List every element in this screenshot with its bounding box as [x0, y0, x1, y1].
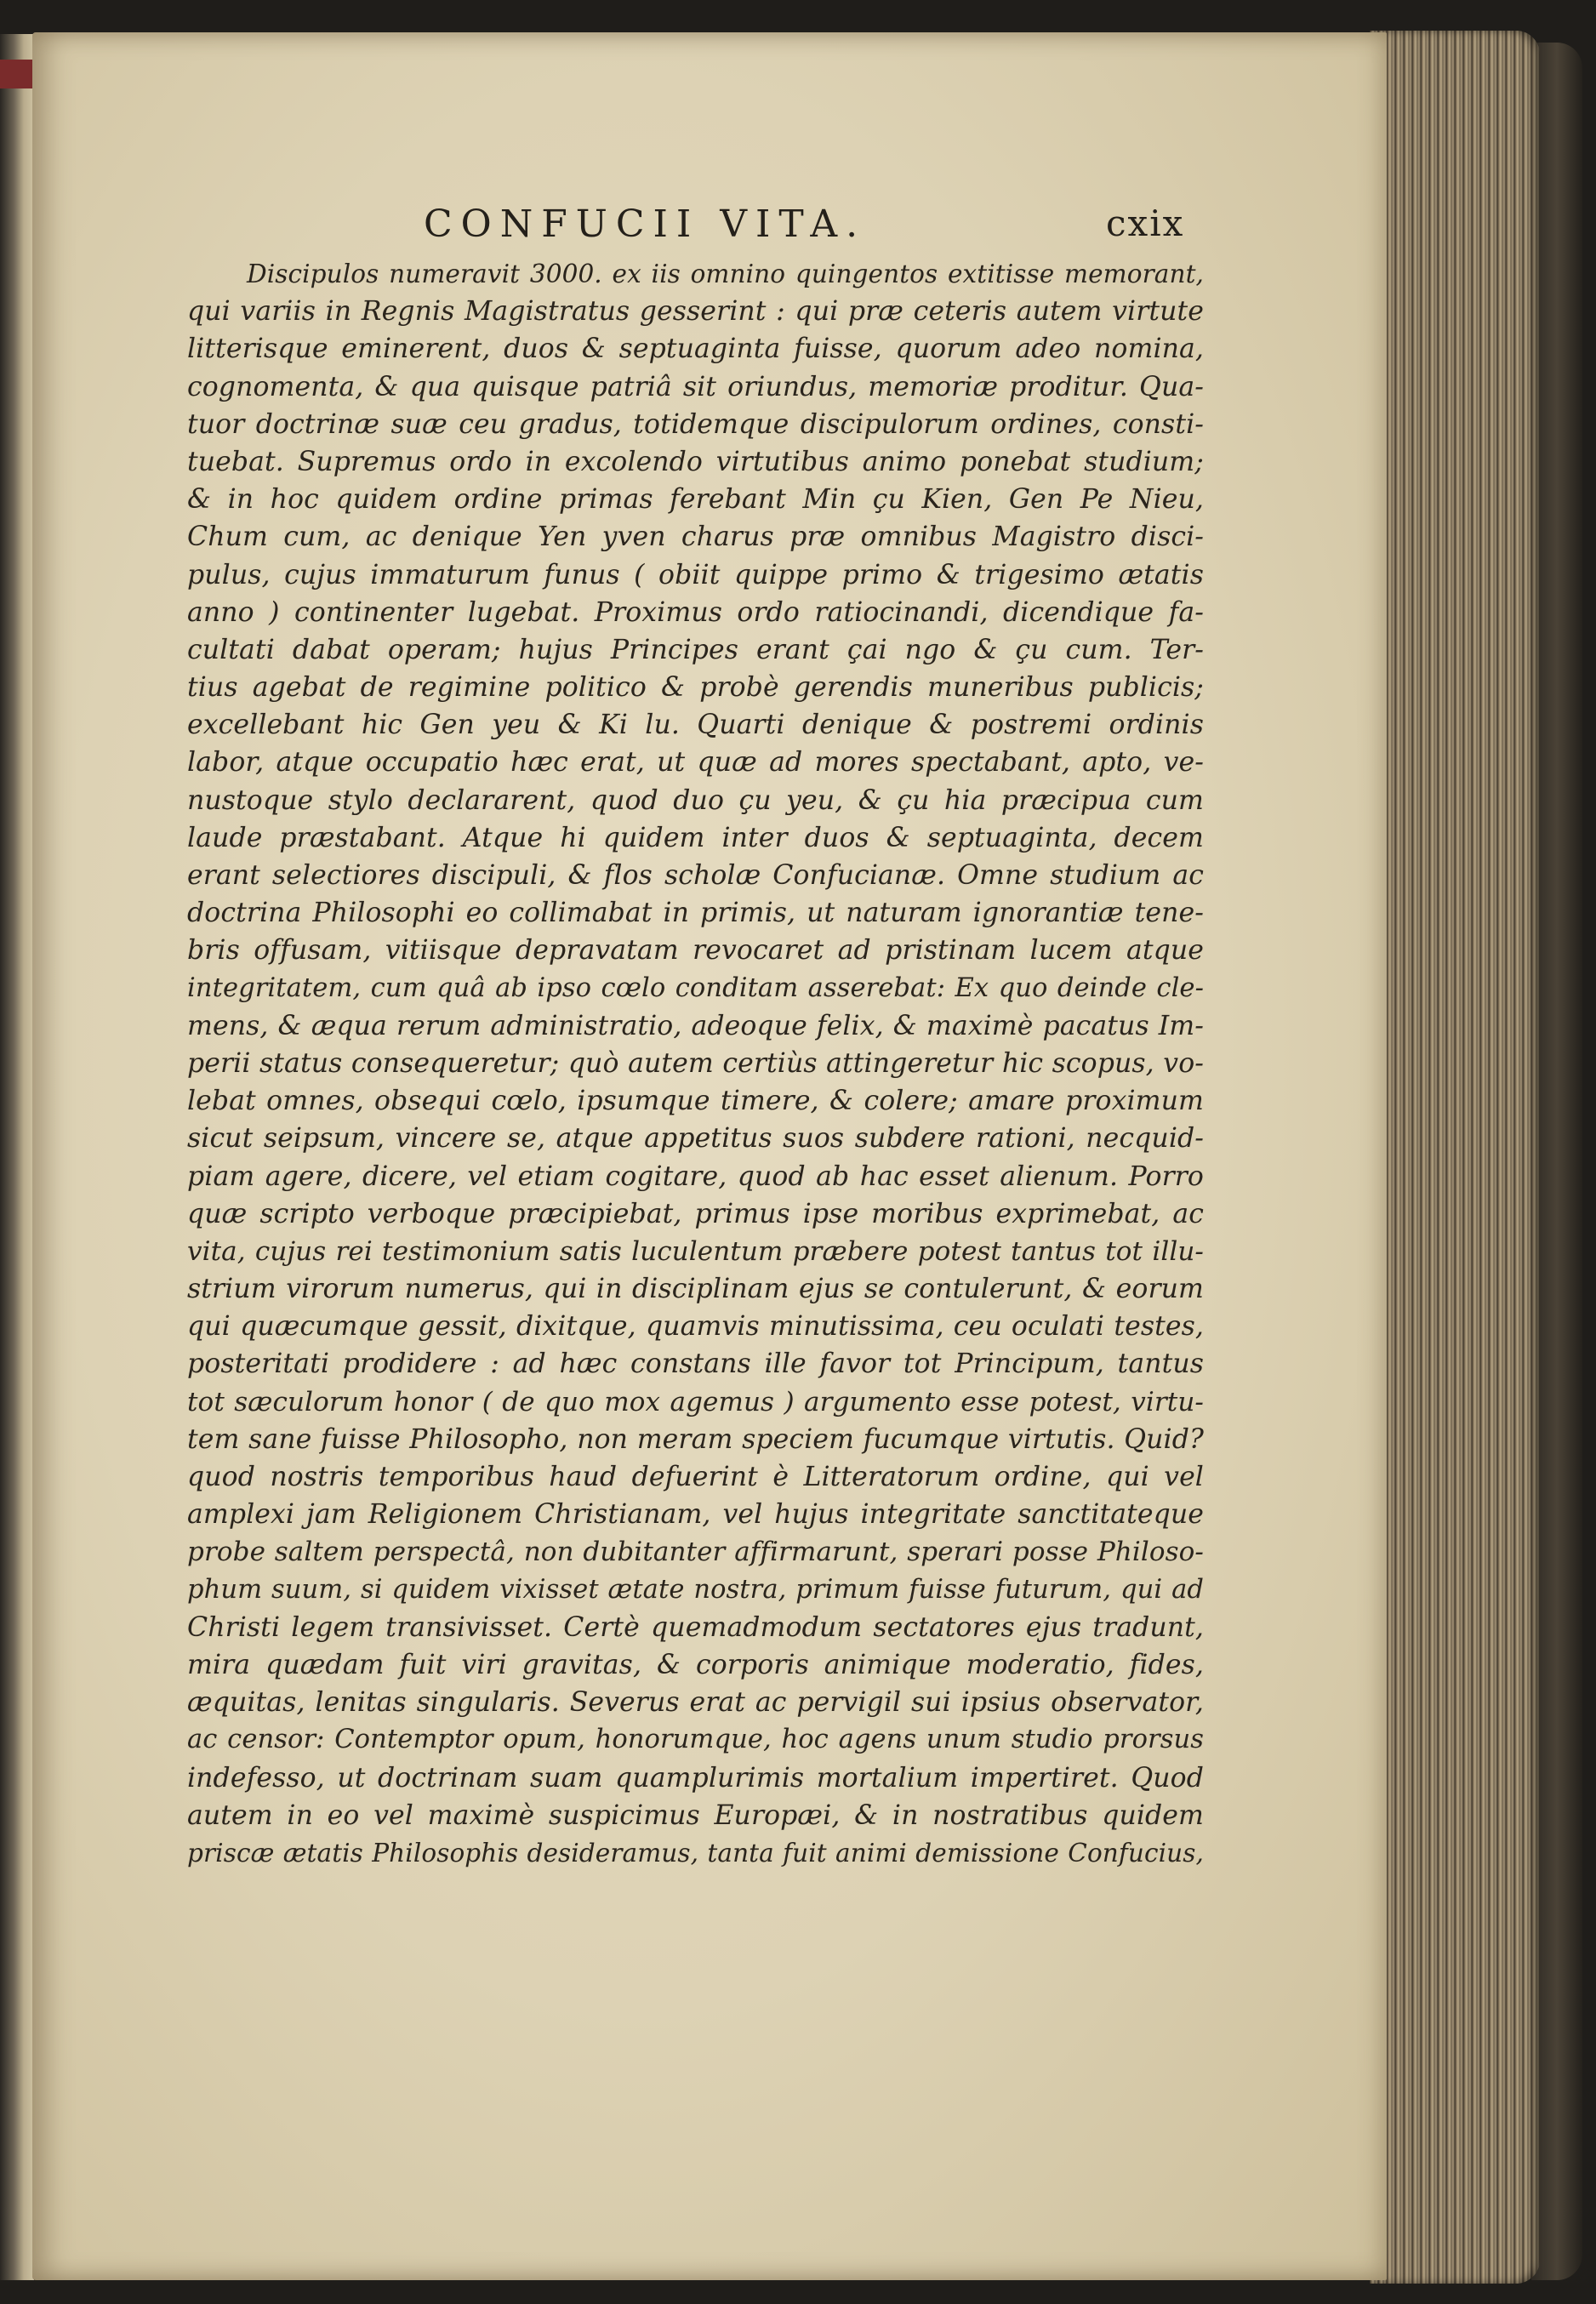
text-line: sicut seipsum, vincere se, atque appetitus suos subdere rationi, necquid- [187, 1123, 1204, 1155]
text-line: qui variis in Regnis Magistratus gesserint : qui præ ceteris autem virtute [187, 296, 1204, 328]
text-line: vita, cujus rei testimonium satis luculentum præbere potest tantus tot illu- [187, 1235, 1204, 1267]
text-line: piam agere, dicere, vel etiam cogitare, quod ab hac esset alienum. Porro [187, 1161, 1204, 1192]
running-title: CONFUCII VITA. [424, 202, 867, 246]
text-line: pulus, cujus immaturum funus ( obiit quippe primo & trigesimo ætatis [187, 559, 1204, 590]
page-header [32, 202, 1387, 254]
book-page [32, 32, 1387, 2280]
text-line: Discipulos numeravit 3000. ex iis omnino quingentos extitisse memorant, [247, 259, 1204, 288]
text-line: erant selectiores discipuli, & flos scholæ Confucianæ. Omne studium ac [187, 860, 1204, 891]
text-line: & in hoc quidem ordine primas ferebant Min çu Kien, Gen Pe Nieu, [187, 484, 1204, 516]
text-line: bris offusam, vitiisque depravatam revocaret ad pristinam lucem atque [187, 935, 1204, 967]
text-line: amplexi jam Religionem Christianam, vel hujus integritate sanctitateque [187, 1499, 1204, 1531]
text-line: qui quæcumque gessit, dixitque, quamvis minutissima, ceu oculati testes, [187, 1311, 1204, 1343]
text-line: tot sæculorum honor ( de quo mox agemus ) argumento esse potest, virtu- [187, 1386, 1204, 1417]
text-line: excellebant hic Gen yeu & Ki lu. Quarti denique & postremi ordinis [187, 710, 1204, 741]
text-line: posteritati prodidere : ad hæc constans ille favor tot Principum, tantus [187, 1349, 1204, 1380]
text-line: probe saltem perspectâ, non dubitanter affirmarunt, sperari posse Philoso- [187, 1537, 1204, 1568]
text-line: indefesso, ut doctrinam suam quamplurimis mortalium impertiret. Quod [187, 1762, 1204, 1794]
text-line: laude præstabant. Atque hi quidem inter duos & septuaginta, decem [187, 822, 1204, 853]
text-line: nustoque stylo declararent, quod duo çu yeu, & çu hia præcipua cum [187, 784, 1204, 816]
text-line: Christi legem transivisset. Certè quemadmodum sectatores ejus tradunt, [187, 1611, 1204, 1643]
page-number: cxix [1106, 202, 1185, 244]
text-line: quod nostris temporibus haud defuerint è Litteratorum ordine, qui vel [187, 1462, 1204, 1492]
text-line: mens, & æqua rerum administratio, adeoque felix, & maximè pacatus Im- [187, 1010, 1204, 1041]
text-line: mira quædam fuit viri gravitas, & corporis animique moderatio, fides, [187, 1649, 1204, 1680]
text-line: æquitas, lenitas singularis. Severus erat ac pervigil sui ipsius observator, [187, 1687, 1204, 1719]
text-line: doctrina Philosophi eo collimabat in primis, ut naturam ignorantiæ tene- [187, 898, 1204, 929]
text-line: quæ scripto verboque præcipiebat, primus ipse moribus exprimebat, ac [187, 1198, 1204, 1229]
text-line: cognomenta, & qua quisque patriâ sit oriundus, memoriæ proditur. Qua- [187, 371, 1204, 402]
text-line: strium virorum numerus, qui in disciplinam ejus se contulerunt, & eorum [187, 1274, 1204, 1305]
text-line: cultati dabat operam; hujus Principes erant çai ngo & çu cum. Ter- [187, 634, 1204, 665]
text-line: priscæ ætatis Philosophis desideramus, tanta fuit animi demissione Confucius, [187, 1838, 1204, 1868]
text-line: perii status consequeretur; quò autem certiùs attingeretur hic scopus, vo- [187, 1047, 1204, 1079]
text-line: autem in eo vel maximè suspicimus Europæi, & in nostratibus quidem [187, 1799, 1204, 1831]
text-line: tem sane fuisse Philosopho, non meram speciem fucumque virtutis. Quid? [187, 1423, 1204, 1455]
text-line: lebat omnes, obsequi cœlo, ipsumque timere, & colere; amare proximum [187, 1086, 1204, 1117]
text-line: litterisque eminerent, duos & septuaginta fuisse, quorum adeo nomina, [187, 334, 1204, 365]
text-line: ac censor: Contemptor opum, honorumque, hoc agens unum studio prorsus [187, 1725, 1204, 1755]
text-line: tius agebat de regimine politico & probè gerendis muneribus publicis; [187, 672, 1204, 704]
text-line: Chum cum, ac denique Yen yven charus præ omnibus Magistro disci- [187, 522, 1204, 553]
red-page-marker [0, 60, 34, 88]
text-line: labor, atque occupatio hæc erat, ut quæ ad mores spectabant, apto, ve- [187, 747, 1204, 778]
text-line: tuor doctrinæ suæ ceu gradus, totidemque discipulorum ordines, consti- [187, 408, 1204, 440]
body-text [187, 255, 1204, 1872]
text-line: tuebat. Supremus ordo in excolendo virtutibus animo ponebat studium; [187, 446, 1204, 477]
text-line: integritatem, cum quâ ab ipso cœlo conditam asserebat: Ex quo deinde cle- [187, 972, 1204, 1003]
text-line: anno ) continenter lugebat. Proximus ordo ratiocinandi, dicendique fa- [187, 596, 1204, 628]
previous-page-edge [0, 34, 34, 2280]
text-line: phum suum, si quidem vixisset ætate nostra, primum fuisse futurum, qui ad [187, 1574, 1204, 1605]
page-block-fore-edge [1370, 31, 1540, 2284]
